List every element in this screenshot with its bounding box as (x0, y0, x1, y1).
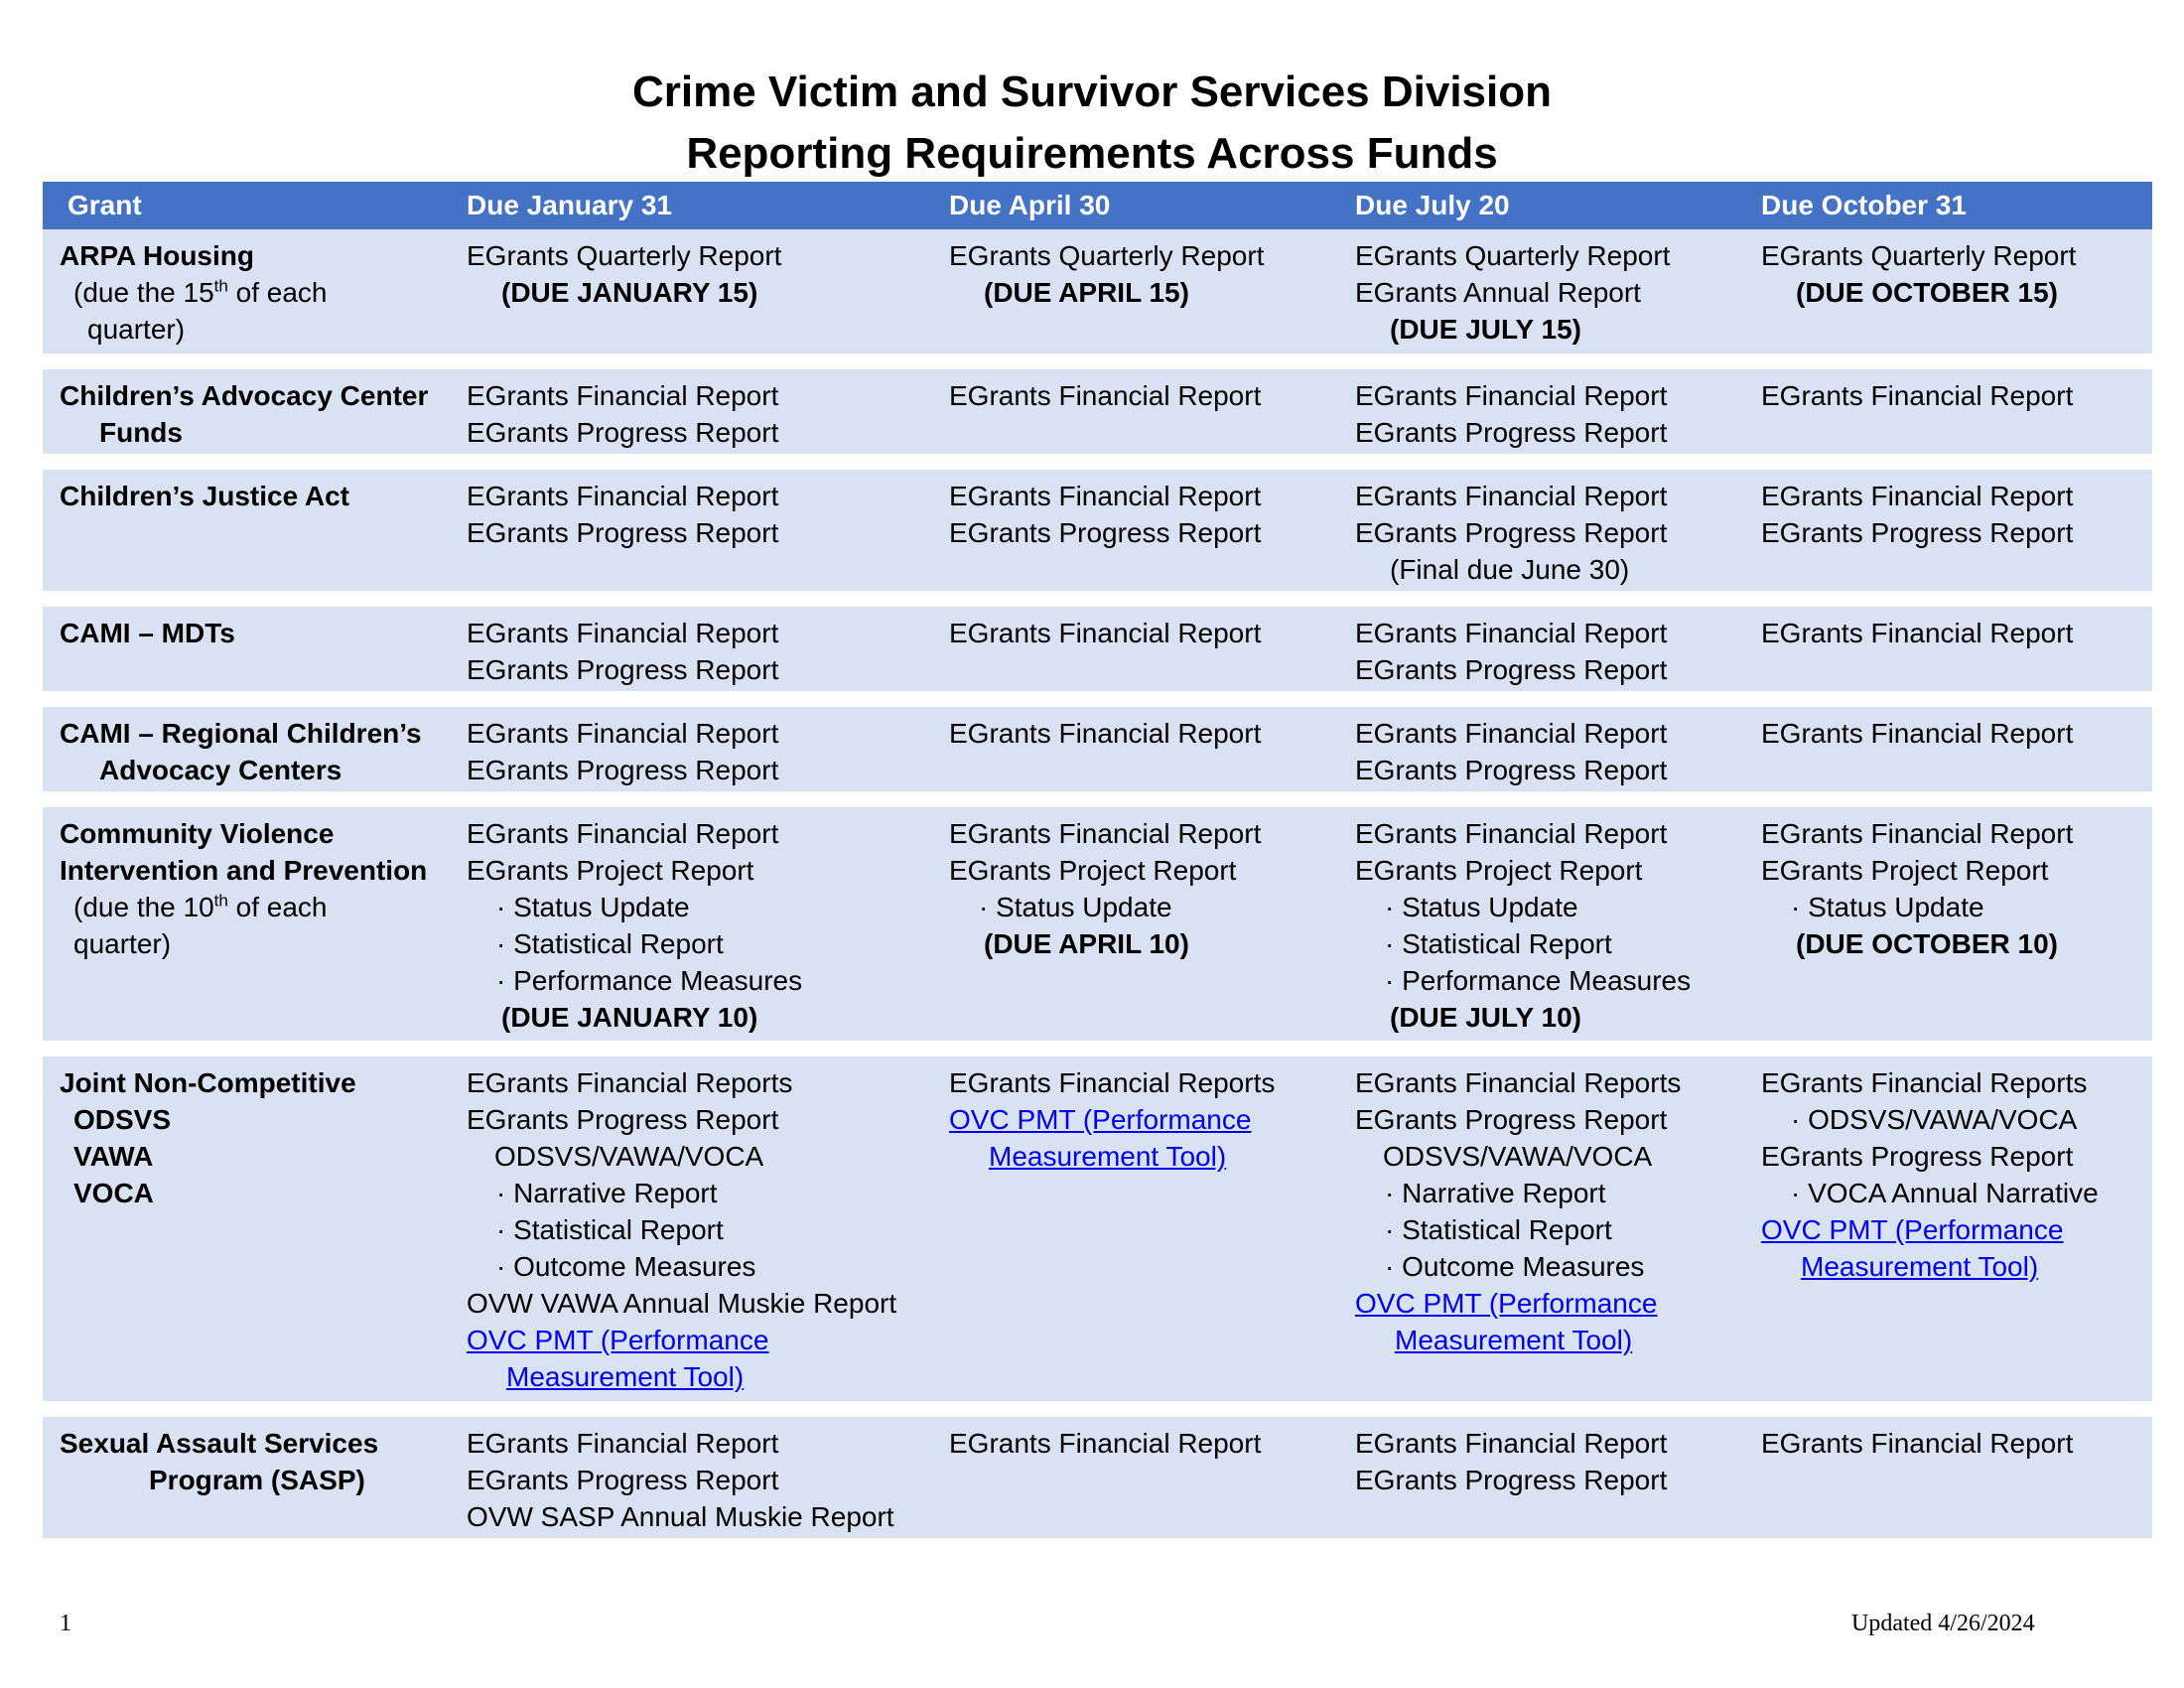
jan-cell (467, 1064, 933, 1395)
report-subitem: · Status Update (1385, 892, 1578, 922)
header-grant: Grant (68, 190, 142, 220)
jan-cell (467, 1425, 933, 1535)
due-note: (DUE APRIL 10) (984, 928, 1189, 959)
report-subitem: · VOCA Annual Narrative (1791, 1178, 2099, 1208)
oct-cell (1761, 1425, 2148, 1462)
report-subitem: · Status Update (1791, 892, 1984, 922)
grant-name: CAMI – MDTs (60, 618, 235, 648)
report-item: EGrants Financial Report (949, 618, 1262, 648)
report-subitem: · Statistical Report (1385, 1214, 1612, 1245)
apr-cell (949, 478, 1336, 551)
jan-cell (467, 377, 933, 451)
report-subitem: ODSVS/VAWA/VOCA (494, 1141, 764, 1172)
report-item: EGrants Financial Reports (1761, 1067, 2088, 1098)
grant-note: (due the 10th of each (73, 891, 328, 922)
grant-name: CAMI – Regional Children’s (60, 718, 422, 749)
report-subitem: · Narrative Report (496, 1178, 718, 1208)
grant-name-cont: Funds (99, 417, 183, 448)
report-item: EGrants Progress Report (1355, 417, 1668, 448)
report-item: EGrants Financial Report (467, 1428, 779, 1459)
grant-name: Joint Non-Competitive (60, 1067, 356, 1098)
report-subitem: · Statistical Report (496, 1214, 724, 1245)
report-item: EGrants Progress Report (467, 1104, 779, 1135)
report-item: EGrants Financial Report (1761, 718, 2074, 749)
ovc-pmt-link-cont[interactable]: Measurement Tool) (506, 1361, 745, 1392)
report-item: OVW VAWA Annual Muskie Report (467, 1288, 897, 1319)
oct-cell (1761, 237, 2148, 311)
jan-cell (467, 615, 933, 688)
report-item: EGrants Quarterly Report (467, 240, 782, 271)
apr-cell (949, 237, 1336, 311)
grant-cell (60, 478, 447, 514)
report-item: EGrants Financial Report (1355, 380, 1668, 411)
report-item: EGrants Progress Report (1355, 1104, 1668, 1135)
grant-cell (60, 237, 447, 348)
report-subitem: ODSVS/VAWA/VOCA (1383, 1141, 1653, 1172)
report-subitem: · Status Update (979, 892, 1172, 922)
report-subitem: · Outcome Measures (496, 1251, 756, 1282)
ovc-pmt-link[interactable]: OVC PMT (Performance (949, 1104, 1252, 1135)
report-item: EGrants Financial Report (1355, 618, 1668, 648)
grant-cell (60, 815, 447, 962)
report-subitem: · Statistical Report (1385, 928, 1612, 959)
report-subitem: · Performance Measures (1385, 965, 1692, 996)
oct-cell (1761, 815, 2148, 962)
report-item: EGrants Financial Report (467, 380, 779, 411)
grant-note-cont: quarter) (73, 928, 172, 959)
report-item: EGrants Financial Report (1355, 1428, 1668, 1459)
report-item: EGrants Quarterly Report (1355, 240, 1671, 271)
report-item: EGrants Financial Report (1761, 618, 2074, 648)
report-item: EGrants Progress Report (467, 517, 779, 548)
report-item: EGrants Annual Report (1355, 277, 1641, 308)
ovc-pmt-link[interactable]: OVC PMT (Performance (1355, 1288, 1658, 1319)
header-jan: Due January 31 (467, 190, 672, 220)
table-row-cac-funds (43, 369, 2152, 454)
grant-cell (60, 1064, 447, 1211)
grant-sub-odsvs: ODSVS (73, 1104, 172, 1135)
jul-cell (1355, 715, 1742, 788)
report-item: EGrants Quarterly Report (949, 240, 1265, 271)
apr-cell (949, 377, 1336, 414)
due-note: (DUE JANUARY 10) (501, 1002, 758, 1033)
report-item: EGrants Progress Report (1355, 654, 1668, 685)
report-item: EGrants Progress Report (467, 654, 779, 685)
oct-cell (1761, 1064, 2148, 1285)
report-item: EGrants Financial Reports (949, 1067, 1276, 1098)
grant-note: (due the 15th of each (73, 276, 328, 308)
report-item: EGrants Progress Report (467, 1465, 779, 1495)
report-item: EGrants Progress Report (1355, 517, 1668, 548)
report-item: EGrants Progress Report (1761, 1141, 2074, 1172)
report-item: EGrants Progress Report (1761, 517, 2074, 548)
oct-cell (1761, 478, 2148, 551)
due-note: (DUE OCTOBER 15) (1796, 277, 2058, 308)
report-item: EGrants Project Report (949, 855, 1237, 886)
grant-name-cont: Program (SASP) (149, 1465, 365, 1495)
apr-cell (949, 1425, 1336, 1462)
due-note: (DUE JULY 10) (1390, 1002, 1581, 1033)
grant-name: Sexual Assault Services (60, 1428, 379, 1459)
jul-cell (1355, 237, 1742, 348)
report-item: EGrants Quarterly Report (1761, 240, 2077, 271)
grant-name: Children’s Justice Act (60, 481, 350, 511)
grant-cell (60, 377, 447, 451)
report-item: EGrants Progress Report (1355, 755, 1668, 785)
report-item: EGrants Financial Report (949, 380, 1262, 411)
due-note: (Final due June 30) (1390, 554, 1630, 585)
report-subitem: · Status Update (496, 892, 690, 922)
report-item: EGrants Progress Report (467, 417, 779, 448)
grant-name: Community Violence (60, 818, 335, 849)
grant-sub-vawa: VAWA (73, 1141, 154, 1172)
report-item: EGrants Financial Report (1761, 818, 2074, 849)
table-row-childrens-justice-act (43, 470, 2152, 591)
report-item: EGrants Financial Report (949, 718, 1262, 749)
jan-cell (467, 237, 933, 311)
due-note: (DUE APRIL 15) (984, 277, 1189, 308)
table-row-sasp (43, 1417, 2152, 1538)
table-header (43, 182, 2152, 229)
ovc-pmt-link-cont[interactable]: Measurement Tool) (989, 1141, 1227, 1172)
due-note: (DUE JULY 15) (1390, 314, 1581, 345)
oct-cell (1761, 715, 2148, 752)
jul-cell (1355, 615, 1742, 688)
table-row-cami-mdts (43, 607, 2152, 691)
header-apr: Due April 30 (949, 190, 1111, 220)
jul-cell (1355, 1064, 1742, 1358)
report-item: EGrants Financial Reports (1355, 1067, 1682, 1098)
report-item: EGrants Financial Report (467, 818, 779, 849)
header-oct: Due October 31 (1761, 190, 1967, 220)
report-subitem: · Performance Measures (496, 965, 803, 996)
grant-cell (60, 715, 447, 788)
report-item: EGrants Project Report (1761, 855, 2049, 886)
grant-note-cont: quarter) (87, 314, 186, 345)
requirements-table (43, 182, 2152, 1538)
report-item: EGrants Financial Report (949, 481, 1262, 511)
report-item: EGrants Progress Report (1355, 1465, 1668, 1495)
title-line-1: Crime Victim and Survivor Services Division (631, 68, 1553, 116)
report-item: EGrants Project Report (1355, 855, 1643, 886)
oct-cell (1761, 377, 2148, 414)
grant-name: Children’s Advocacy Center (60, 380, 429, 411)
jul-cell (1355, 478, 1742, 588)
report-item: EGrants Financial Report (949, 1428, 1262, 1459)
report-item: EGrants Progress Report (949, 517, 1262, 548)
jan-cell (467, 478, 933, 551)
report-subitem: · ODSVS/VAWA/VOCA (1791, 1104, 2078, 1135)
header-jul: Due July 20 (1355, 190, 1510, 220)
report-item: EGrants Financial Reports (467, 1067, 793, 1098)
report-subitem: · Outcome Measures (1385, 1251, 1645, 1282)
report-item: OVW SASP Annual Muskie Report (467, 1501, 894, 1532)
page-number: 1 (60, 1611, 71, 1636)
ovc-pmt-link-cont[interactable]: Measurement Tool) (1395, 1325, 1633, 1355)
apr-cell (949, 615, 1336, 651)
report-item: EGrants Financial Report (949, 818, 1262, 849)
updated-date: Updated 4/26/2024 (1851, 1611, 2035, 1636)
jul-cell (1355, 1425, 1742, 1498)
report-item: EGrants Progress Report (467, 755, 779, 785)
oct-cell (1761, 615, 2148, 651)
grant-name-cont: Intervention and Prevention (60, 855, 428, 886)
grant-name-cont: Advocacy Centers (99, 755, 342, 785)
report-item: EGrants Financial Report (1761, 481, 2074, 511)
report-item: EGrants Financial Report (467, 718, 779, 749)
report-item: EGrants Financial Report (1355, 818, 1668, 849)
due-note: (DUE OCTOBER 10) (1796, 928, 2058, 959)
report-subitem: · Statistical Report (496, 928, 724, 959)
report-item: EGrants Financial Report (1355, 481, 1668, 511)
grant-sub-voca: VOCA (73, 1178, 154, 1208)
report-item: EGrants Financial Report (467, 618, 779, 648)
report-item: EGrants Financial Report (1761, 1428, 2074, 1459)
grant-cell (60, 615, 447, 651)
jan-cell (467, 715, 933, 788)
apr-cell (949, 815, 1336, 962)
jul-cell (1355, 815, 1742, 1036)
page-title (0, 62, 2184, 185)
apr-cell (949, 1064, 1336, 1175)
ovc-pmt-link[interactable]: OVC PMT (Performance (467, 1325, 769, 1355)
table-row-community-violence (43, 807, 2152, 1041)
report-subitem: · Narrative Report (1385, 1178, 1606, 1208)
grant-cell (60, 1425, 447, 1498)
ovc-pmt-link[interactable]: OVC PMT (Performance (1761, 1214, 2064, 1245)
jul-cell (1355, 377, 1742, 451)
report-item: EGrants Project Report (467, 855, 754, 886)
table-row-arpa-housing (43, 229, 2152, 353)
report-item: EGrants Financial Report (1355, 718, 1668, 749)
jan-cell (467, 815, 933, 1036)
table-row-joint-non-competitive (43, 1056, 2152, 1401)
ovc-pmt-link-cont[interactable]: Measurement Tool) (1801, 1251, 2039, 1282)
report-item: EGrants Financial Report (1761, 380, 2074, 411)
due-note: (DUE JANUARY 15) (501, 277, 758, 308)
report-item: EGrants Financial Report (467, 481, 779, 511)
table-row-cami-regional-cac (43, 707, 2152, 791)
title-line-2: Reporting Requirements Across Funds (686, 129, 1498, 178)
grant-name: ARPA Housing (60, 240, 254, 271)
apr-cell (949, 715, 1336, 752)
